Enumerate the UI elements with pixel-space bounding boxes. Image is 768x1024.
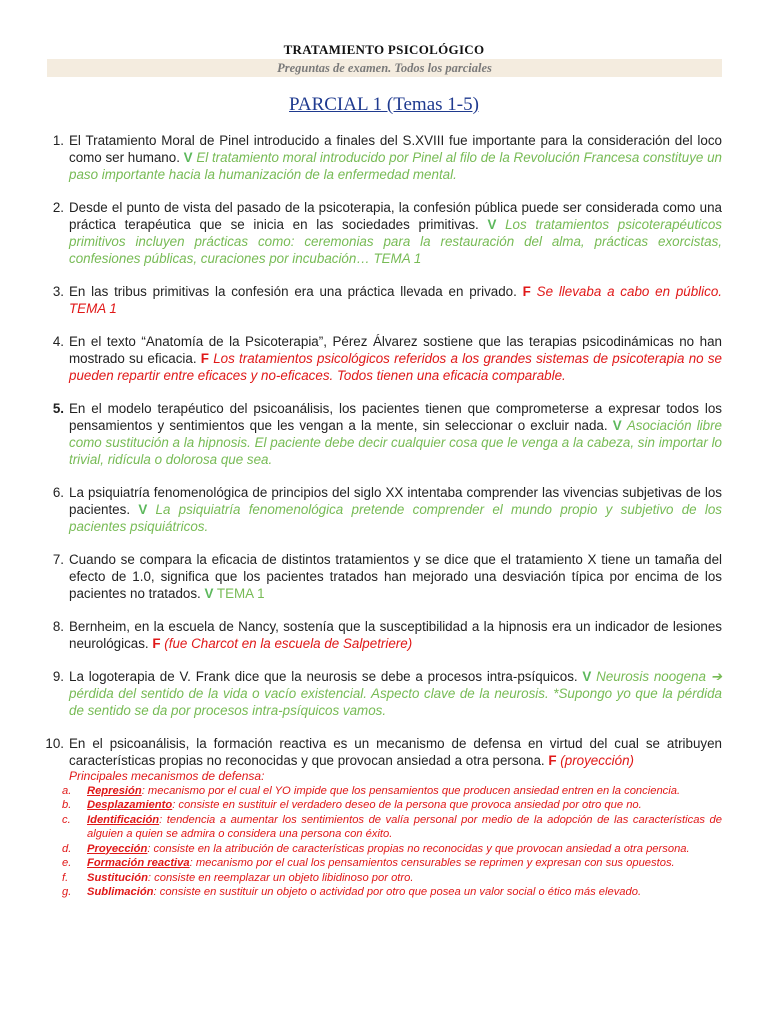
mechanism-term: Identificación [87,813,160,826]
question-number: 6. [52,485,64,500]
question-item [40,199,722,267]
answer-explanation: Los tratamientos psicológicos referidos a los grandes sistemas de psicoterapia no se pueden repartir entre eficaces y no-eficaces. Todos tienen una eficacia comparable. [69,351,722,383]
mechanism-description: : tendencia a aumentar los sentimientos de valía personal por medio de la adopción de las características de alguien a quien se admira o considera una persona con éxito. [87,813,722,840]
question-item [40,400,722,468]
question-item [40,668,722,719]
question-number: 1. [52,133,64,148]
question-number: 2. [52,200,64,215]
mechanism-label: g. [62,886,72,898]
answer-explanation: Se llevaba a cabo en público. TEMA 1 [69,284,722,316]
question-item [40,735,722,900]
verdict-badge: V [487,217,497,232]
answer-explanation: TEMA 1 [216,586,265,601]
defense-mechanism-item [40,871,722,886]
mechanism-label: b. [62,799,72,811]
question-item [40,283,722,317]
document-subtitle: Preguntas de examen. Todos los parciales [47,59,722,77]
mechanism-description: : consiste en sustituir el verdadero deseo de la persona que provoca ansiedad por otro que no. [172,799,642,811]
question-number: 5. [52,401,64,416]
verdict-badge: F [200,351,209,366]
document-title: TRATAMIENTO PSICOLÓGICO [283,42,485,57]
answer-explanation: Asociación libre como sustitución a la hipnosis. El paciente debe decir cualquier cosa que le venga a la cabeza, sin importar lo trivial, ridícula o dolorosa que sea. [69,418,722,467]
mechanism-label: f. [62,871,69,884]
defense-mechanism-item [40,856,722,871]
verdict-badge: V [582,669,592,684]
question-text: La psiquiatría fenomenológica de principios del siglo XX intentaba comprender las vivencias subjetivas de los pacientes. [69,485,722,517]
verdict-badge: V [138,502,148,517]
mechanism-term: Represión [87,784,142,797]
defense-mechanism-item [40,798,722,813]
question-number: 3. [52,284,64,299]
defense-mechanism-item [40,813,722,842]
defense-mechanism-item [40,784,722,799]
question-item [40,333,722,384]
question-text: Desde el punto de vista del pasado de la psicoterapia, la confesión pública puede ser considerada como una práctica terapéutica que se inicia en las sociedades primitivas. [69,200,722,232]
question-text: En el texto “Anatomía de la Psicoterapia”, Pérez Álvarez sostiene que las terapias psicodinámicas no han mostrado su eficacia. [69,334,722,366]
answer-explanation: La psiquiatría fenomenológica pretende comprender el mundo propio y subjetivo de los pacientes psiquiátricos. [69,502,723,534]
mechanism-label: a. [62,784,72,797]
question-number: 9. [52,669,64,684]
answer-explanation: El tratamiento moral introducido por Pinel al filo de la Revolución Francesa constituye un paso importante hacia la humanización de la enfermedad mental. [69,150,722,182]
verdict-badge: F [152,636,161,651]
verdict-badge: V [183,150,193,165]
question-number: 7. [52,552,64,567]
answer-explanation: (proyección) [560,753,634,768]
mechanism-term: Sublimación [87,886,154,898]
answer-explanation: Los tratamientos psicoterapéuticos primitivos incluyen prácticas como: ceremonias para la restauración del alma, prácticas exorcistas, confesiones públicas, curaciones por incubación… TEMA 1 [69,217,722,266]
answer-explanation: (fue Charcot en la escuela de Salpetriere) [164,636,413,651]
verdict-badge: V [204,586,214,601]
verdict-badge: F [548,753,557,768]
mechanism-label: d. [62,842,72,855]
mechanism-description: : consiste en la atribución de características propias no reconocidas y que provocan ansiedad a otra persona. [147,842,690,855]
question-item [40,484,722,535]
mechanism-label: c. [62,813,71,826]
verdict-badge: V [612,418,622,433]
mechanism-label: e. [62,857,72,869]
mechanism-description: : consiste en sustituir un objeto o actividad por otro que posea un valor social o ético más elevado. [153,886,642,898]
defense-mechanism-item [40,885,722,900]
section-title: PARCIAL 1 (Temas 1-5) [289,94,479,115]
defense-mechanism-item [40,842,722,857]
answer-explanation: Neurosis noogena ➔ pérdida del sentido de la vida o vacío existencial. Aspecto clave de la neurosis. *Supongo yo que la pérdida de sentido se da por procesos intra-psíquicos vamos. [69,669,722,718]
question-number: 4. [52,334,64,349]
question-number: 10. [45,736,64,751]
question-text: En el psicoanálisis, la formación reactiva es un mecanismo de defensa en virtud del cual se atribuyen características propias no reconocidas y que provocan ansiedad a otra persona. [69,736,722,768]
question-text: Bernheim, en la escuela de Nancy, sostenía que la susceptibilidad a la hipnosis era un indicador de lesiones neurológicas. [69,619,722,651]
question-item [40,132,722,183]
question-text: En el modelo terapéutico del psicoanálisis, los pacientes tienen que comprometerse a expresar todos los pensamientos y sentimientos que les vengan a la mente, sin seleccionar o excluir nada. [69,401,722,433]
mechanisms-heading: Principales mecanismos de defensa: [69,769,265,783]
mechanism-description: : consiste en reemplazar un objeto libidinoso por otro. [147,871,414,884]
mechanism-term: Formación reactiva [87,857,190,869]
question-list [40,132,722,900]
mechanism-description: : mecanismo por el cual el YO impide que los pensamientos que producen ansiedad entren en la conciencia. [141,784,681,797]
mechanism-description: : mecanismo por el cual los pensamientos censurables se reprimen y expresan con sus opuestos. [189,857,675,869]
question-text: Cuando se compara la eficacia de distintos tratamientos y se dice que el tratamiento X tiene un tamaña del efecto de 1.0, significa que los pacientes tratados han mejorado una desviación típica por encima de los pacientes no tratados. [69,552,722,601]
question-text: La logoterapia de V. Frank dice que la neurosis se debe a procesos intra-psíquicos. [69,669,583,684]
question-item [40,551,722,602]
mechanism-term: Sustitución [87,871,148,884]
question-text: El Tratamiento Moral de Pinel introducido a finales del S.XVIII fue importante para la consideración del loco como ser humano. [69,133,722,165]
mechanism-term: Proyección [87,842,148,855]
question-item [40,618,722,652]
verdict-badge: F [522,284,531,299]
defense-mechanism-list [40,784,722,900]
mechanism-term: Desplazamiento [87,799,173,811]
question-text: En las tribus primitivas la confesión era una práctica llevada en privado. [69,284,523,299]
question-number: 8. [52,619,64,634]
